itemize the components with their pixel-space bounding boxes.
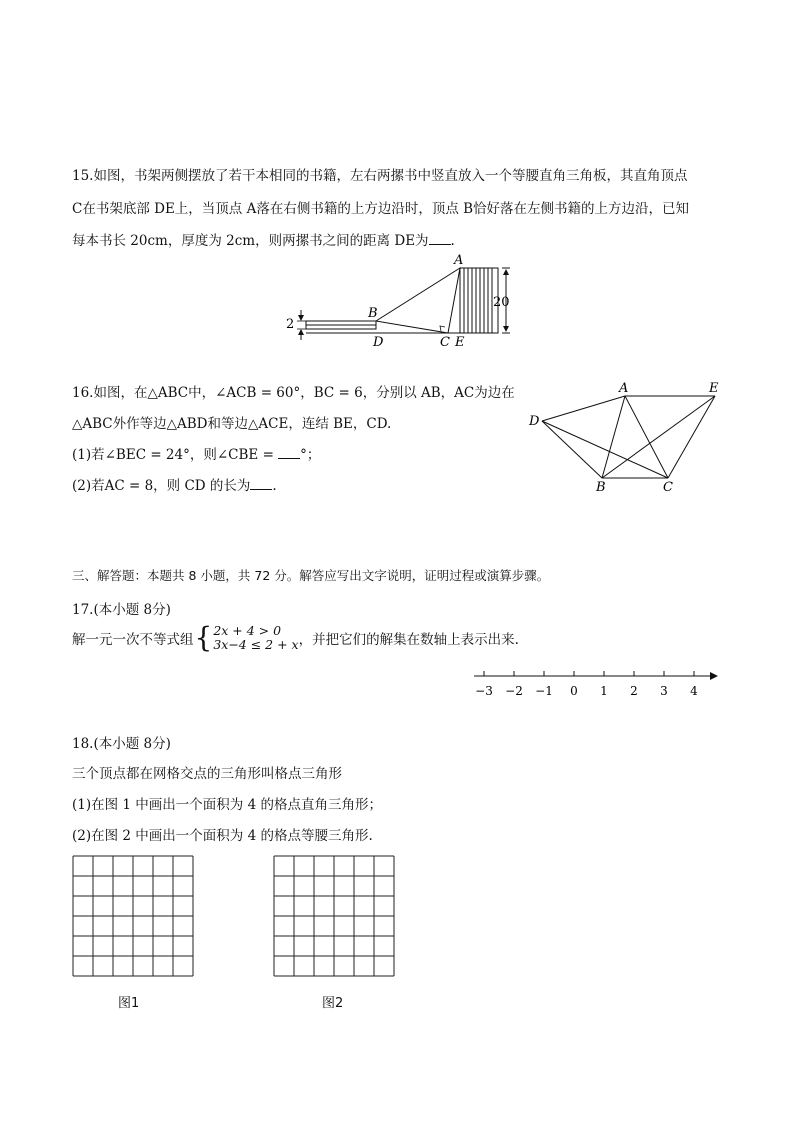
- tick-label: −1: [535, 684, 553, 698]
- q16-line2: △ABC外作等边△ABD和等边△ACE，连结 BE，CD.: [72, 416, 392, 432]
- q16-line4: (2)若AC = 8，则 CD 的长为 .: [72, 478, 277, 494]
- q18-line3: (2)在图 2 中画出一个面积为 4 的格点等腰三角形.: [72, 828, 373, 844]
- grid-figure-2[interactable]: [273, 855, 395, 977]
- q15-line1: 15.如图，书架两侧摆放了若干本相同的书籍，左右两摞书中竖直放入一个等腰直角三角板，其直角顶点: [72, 168, 688, 184]
- answer-blank[interactable]: [429, 232, 451, 245]
- q18-head: 18.(本小题 8分): [72, 736, 171, 752]
- inequality-2: 3x−4 ≤ 2 + x: [213, 637, 299, 652]
- fig1-caption: 图1: [118, 996, 140, 1011]
- q15-figure: [280, 250, 520, 350]
- label-A: A: [619, 381, 629, 396]
- label-C: C: [440, 335, 450, 350]
- q16-figure: [525, 378, 725, 493]
- label-D: D: [529, 414, 540, 429]
- label-E: E: [455, 335, 465, 350]
- q18-line2: (1)在图 1 中画出一个面积为 4 的格点直角三角形；: [72, 797, 382, 813]
- label-20: 20: [493, 295, 510, 310]
- grid-figure-1[interactable]: [72, 855, 194, 977]
- number-line: [470, 667, 720, 701]
- tick-label: −3: [475, 684, 493, 698]
- label-E: E: [709, 381, 719, 396]
- q17-body: 解一元一次不等式组 { 2x + 4 > 0 3x−4 ≤ 2 + x ，并把它们的解集在数轴上表示出来.: [72, 621, 519, 654]
- tick-label: 1: [600, 684, 608, 698]
- tick-label: −2: [505, 684, 523, 698]
- label-C: C: [663, 480, 673, 493]
- label-B: B: [596, 480, 606, 493]
- answer-blank[interactable]: [250, 477, 272, 490]
- tick-label: 0: [570, 684, 578, 698]
- q18-line1: 三个顶点都在网格交点的三角形叫格点三角形: [72, 766, 342, 782]
- q16-line3: (1)若∠BEC = 24°，则∠CBE = °；: [72, 447, 321, 463]
- inequality-1: 2x + 4 > 0: [213, 623, 282, 638]
- tick-label: 2: [630, 684, 638, 698]
- label-2: 2: [286, 317, 295, 332]
- q17-head: 17.(本小题 8分): [72, 602, 171, 618]
- label-D: D: [373, 335, 384, 350]
- q15-line3: 每本书长 20cm，厚度为 2cm，则两摞书之间的距离 DE为 .: [72, 233, 455, 249]
- section-3-heading: 三、解答题：本题共 8 小题，共 72 分。解答应写出文字说明，证明过程或演算步骤。: [72, 568, 550, 583]
- tick-label: 4: [690, 684, 698, 698]
- label-A: A: [454, 253, 464, 268]
- q15-line2: C在书架底部 DE上，当顶点 A落在右侧书籍的上方边沿时，顶点 B恰好落在左侧书籍的上方边沿，已知: [72, 201, 690, 217]
- q16-line1: 16.如图，在△ABC中，∠ACB = 60°，BC = 6，分别以 AB，AC为边在: [72, 385, 515, 401]
- tick-label: 3: [660, 684, 668, 698]
- answer-blank[interactable]: [278, 446, 300, 459]
- fig2-caption: 图2: [322, 996, 344, 1011]
- label-B: B: [368, 306, 378, 321]
